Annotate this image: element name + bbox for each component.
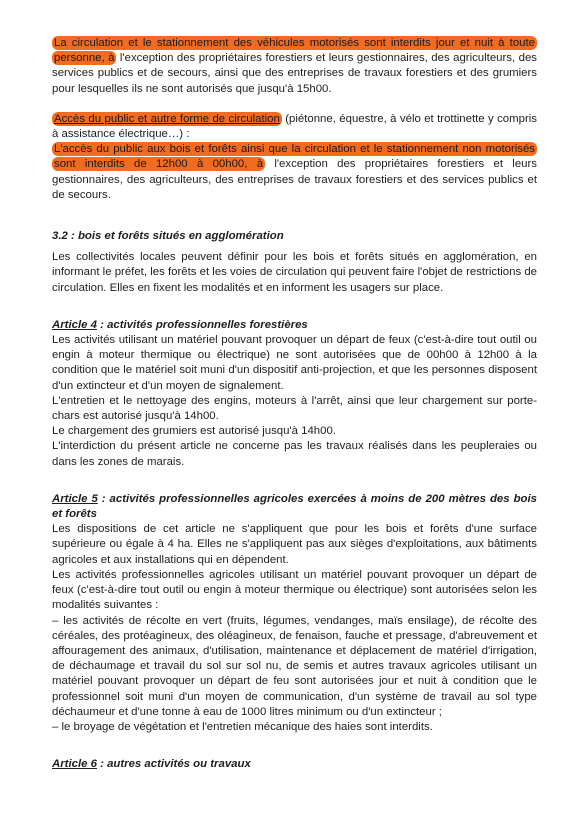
paragraph-text: (piétonne, équestre, à vélo et trottinette y compris à assistance électrique…) : [52, 112, 537, 141]
article-4-paragraph: L'entretien et le nettoyage des engins, moteurs à l'arrêt, ainsi que leur chargement sur porte-chars est autorisé jusqu'à 14h00. [52, 394, 537, 423]
article-5-paragraph: Les activités professionnelles agricoles utilisant un matériel pouvant provoquer un départ de feux (c'est-à-dire tout outil ou engin à moteur thermique ou électrique) sont autorisées selon les modalités suivantes : [52, 568, 537, 612]
paragraph-public-access-rule [52, 142, 537, 203]
section-3-2-text: Les collectivités locales peuvent définir pour les bois et forêts situés en agglomération, en informant le préfet, les forêts et les voies de circulation qui peuvent faire l'objet de restrictions de circulation. Elles en fixent les modalités et en informent les usagers sur place. [52, 251, 537, 294]
section-3-2-title: 3.2 : bois et forêts situés en agglomération [52, 230, 284, 243]
article-5-list-item: – le broyage de végétation et l'entretien mécanique des haies sont interdits. [52, 720, 433, 733]
article-4-title [52, 318, 537, 333]
paragraph-text: l'exception des propriétaires forestiers et leurs gestionnaires, des agriculteurs, des entreprises de travaux forestiers et des services publics et de secours. [52, 158, 537, 201]
article-6-title [52, 757, 537, 772]
article-title-text: : activités professionnelles agricoles exercées à moins de 200 mètres des bois et forêts [52, 492, 537, 521]
highlighted-text: La circulation et le stationnement des véhicules motorisés sont interdits jour et nuit à toute personne, à [54, 37, 535, 65]
article-5-title [52, 492, 537, 522]
article-number: Article 5 [52, 492, 98, 505]
article-number: Article 4 [52, 318, 97, 331]
article-5-list-item: – les activités de récolte en vert (fruits, légumes, vendanges, maïs ensilage), de récolte des céréales, des protéagineux, des oléagineux, de fenaison, fauche et pressage, d'abreuvement et affouragement des animaux, d'utilisation, maintenance et déplacement de matériel d'irrigation, de déchaumage et travail du sol sur sol nu, de semis et autres travaux agricoles utilisant un matériel pouvant provoquer un départ de feu sont autorisées jour et nuit à condition que le professionnel soit muni d'un moyen de communication, d'un système de travail au sol type déchaumeur et d'une tonne à eau de 1000 litres minimum ou d'un extincteur ; [52, 614, 537, 718]
article-4-paragraph: Les activités utilisant un matériel pouvant provoquer un départ de feux (c'est-à-dire tout outil ou engin à moteur thermique ou électrique) ne sont autorisées que de 00h00 à 12h00 à la condition que le matériel soit muni d'un dispositif anti-projection, et que les personnes disposent d'un extincteur et d'un moyen de signalement. [52, 334, 537, 392]
paragraph-motor-vehicles [52, 36, 537, 97]
article-5-paragraph: Les dispositions de cet article ne s'appliquent que pour les bois et forêts d'une surface supérieure ou égale à 4 ha. Elles ne s'appliquent pas aux sièges d'exploitations, aux bâtiments agricoles et aux installations qui en dépendent. [52, 523, 537, 566]
paragraph-text: l'exception des propriétaires forestiers et leurs gestionnaires, des agriculteurs, des services publics et de secours, ainsi que des entreprises de travaux forestiers et des grumiers pour lesquelles ils ne sont autorisés que jusqu'à 15h00. [52, 52, 537, 95]
article-4-paragraph: L'interdiction du présent article ne concerne pas les travaux réalisés dans les peupleraies ou dans les zones de marais. [52, 440, 537, 468]
highlighted-heading: Accès du public et autre forme de circulation [54, 112, 280, 125]
highlighted-text: L'accès du public aux bois et forêts ainsi que la circulation et le stationnement non motorisés sont interdits de 12h00 à 00h00, à [54, 143, 535, 171]
paragraph-public-access [52, 112, 537, 142]
article-title-text: : activités professionnelles forestières [96, 318, 308, 331]
article-number: Article 6 [52, 758, 97, 771]
article-4-paragraph: Le chargement des grumiers est autorisé jusqu'à 14h00. [52, 425, 336, 438]
article-title-text: : autres activités ou travaux [96, 758, 251, 771]
